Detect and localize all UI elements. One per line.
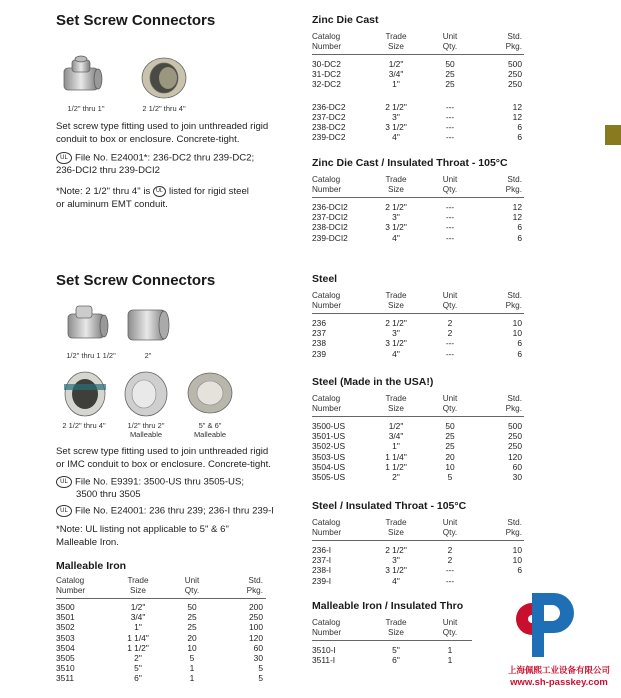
table-cell: 10 [187,642,197,653]
table-cell: 237-I [312,555,332,566]
table-cell: 6" [392,655,400,666]
table-cell: 3" [392,212,400,223]
column-header: Trade Size [385,291,407,310]
table-title: Zinc Die Cast [312,14,379,26]
table-cell: 237-DC2 [312,111,346,122]
table-cell: 3510-I [312,645,336,655]
table-cell: 500 [508,421,522,431]
table-cell: 12 [512,101,522,112]
table-cell: 10 [445,461,455,472]
table-cell: 500 [508,59,522,69]
steel-table [312,291,524,366]
table-cell: 3503-US [312,451,346,462]
table-cell: 3500 [56,602,75,612]
column-header: Std. Pkg. [505,518,522,537]
divider [312,540,524,541]
table-cell: 50 [445,59,455,69]
table-cell: 5 [189,653,195,663]
table-cell: 6 [517,338,522,349]
table-cell: 3 1/2" [385,565,407,576]
table-cell: 3" [392,111,400,122]
table-cell: --- [445,565,455,576]
caption: 5" & 6" Malleable [193,421,227,439]
table-cell: 1 [447,655,453,666]
table-cell: 239-I [312,575,332,586]
divider [312,54,524,55]
table-cell: --- [445,212,455,223]
table-cell: 3502-US [312,441,346,452]
table-cell: 120 [508,451,522,462]
table-cell: 2 [447,318,453,328]
table-cell: 238-DCI2 [312,222,348,233]
column-header: Catalog Number [56,576,86,595]
description: Set screw type fitting used to join unthreaded rigid conduit to box or enclosure. Concrete-tight. [56,121,269,145]
table-cell: 3 1/2" [385,222,407,233]
table-cell: 3/4" [388,69,404,80]
caption: 2 1/2" thru 4" [142,104,186,113]
steel-insulated-table [312,518,524,593]
table-cell: 25 [445,441,455,452]
table-cell: 3/4" [130,612,146,623]
table-cell: 237-DCI2 [312,212,348,223]
table-cell: 238-I [312,565,332,576]
table-cell: 1 1/4" [127,632,149,643]
table-cell: --- [445,575,455,586]
divider [312,416,524,417]
table-cell: 2" [392,472,400,482]
table-cell: 1 [189,673,195,684]
table-cell: --- [445,222,455,233]
table-cell: 2 1/2" [385,202,407,212]
table-cell: 1 1/2" [127,642,149,653]
company-url: www.sh-passkey.com [510,677,608,688]
table-cell: 10 [512,318,522,328]
column-header: Std. Pkg. [505,394,522,413]
table-cell: 250 [508,69,522,80]
table-cell: 3" [392,328,400,339]
connector-image-steel-small [62,298,112,348]
file-info: UL File No. E9391: 3500-US thru 3505-US; 3500 thru 3505 [56,476,311,502]
table-cell: 236-DCI2 [312,202,348,212]
table-cell: 238-DC2 [312,122,346,132]
table-cell: 6 [517,122,522,132]
connector-image-large [138,54,190,100]
column-header: Catalog Number [312,518,342,537]
table-cell: 60 [253,642,263,653]
table-cell: 31-DC2 [312,69,341,80]
table-cell: 12 [512,212,522,223]
section-tab-marker [605,125,621,145]
table-cell: 1 1/2" [385,461,407,472]
column-header: Unit Qty. [442,394,458,413]
column-header: Unit Qty. [184,576,200,595]
caption: 2" [144,351,152,360]
section-title-set-screw-1: Set Screw Connectors [56,12,216,29]
table-cell: 239-DCI2 [312,232,348,243]
note: *Note: UL listing not applicable to 5" & 6" Malleable Iron. [56,524,229,548]
ul-listed-icon: UL [153,186,166,197]
table-cell: 237 [312,328,326,339]
file-info: UL File No. E24001*: 236-DC2 thru 239-DC2; 236-DCI2 thru 239-DCI2 [56,152,255,177]
table-cell: 236-DC2 [312,101,346,112]
column-header: Trade Size [385,394,407,413]
column-header: Unit Qty. [442,32,458,51]
connector-image-steel-large [62,368,108,418]
table-cell: 5 [258,673,263,684]
table-cell: 5" [134,663,142,674]
table-cell: 50 [445,421,455,431]
table-cell: 5" [392,645,400,655]
table-cell: 1" [392,441,400,452]
table-cell: 2 1/2" [385,318,407,328]
divider [56,598,266,599]
table-cell: 10 [512,545,522,555]
column-header: Std. Pkg. [505,175,522,194]
table-cell: 2 [447,555,453,566]
table-cell: 1" [392,79,400,90]
table-cell: 236 [312,318,326,328]
table-cell: 3500-US [312,421,346,431]
table-cell: 236-I [312,545,332,555]
table-cell: 6 [517,232,522,243]
table-cell: 239-DC2 [312,132,346,143]
caption: 1/2" thru 1 1/2" [66,351,116,360]
divider [312,313,524,314]
column-header: Std. Pkg. [505,291,522,310]
table-cell: --- [445,338,455,349]
table-cell: 1 [447,645,453,655]
table-cell: 3 1/2" [385,338,407,349]
table-cell: 250 [508,79,522,90]
column-header: Unit Qty. [442,518,458,537]
table-cell: 1/2" [388,421,404,431]
caption: 1/2" thru 1" [67,104,105,113]
table-cell: 5 [258,663,263,674]
connector-image-steel-2in [124,300,172,346]
connector-image-malleable-large [186,370,234,416]
column-header: Catalog Number [312,175,342,194]
column-header: Catalog Number [312,394,342,413]
table-cell: 10 [512,328,522,339]
zinc-insulated-table [312,175,524,250]
table-cell: 1/2" [388,59,404,69]
table-cell: --- [445,202,455,212]
table-cell: 3/4" [388,431,404,442]
company-logo [508,585,588,665]
table-cell: 3" [392,555,400,566]
table-cell: 120 [249,632,263,643]
column-header: Trade Size [385,518,407,537]
table-cell: 239 [312,348,326,359]
column-header: Trade Size [385,618,407,637]
column-header: Catalog Number [312,32,342,51]
table-cell: 3502 [56,622,75,633]
column-header: Trade Size [385,175,407,194]
table-cell: 6" [134,673,142,684]
table-cell: 1 1/4" [385,451,407,462]
table-cell: 25 [445,69,455,80]
caption: 2 1/2" thru 4" [62,421,106,430]
table-cell: 10 [512,555,522,566]
table-cell: 3510 [56,663,75,674]
table-cell: 25 [187,622,197,633]
table-cell: 2 1/2" [385,101,407,112]
table-cell: 12 [512,202,522,212]
table-cell: 6 [517,222,522,233]
table-cell: 3501 [56,612,75,623]
table-cell: 200 [249,602,263,612]
table-cell: 4" [392,575,400,586]
table-cell: --- [445,132,455,143]
table-cell: 3511-I [312,655,336,666]
table-cell: 3504 [56,642,75,653]
column-header: Unit Qty. [442,175,458,194]
table-cell: 4" [392,348,400,359]
table-cell: 4" [392,132,400,143]
note: *Note: 2 1/2" thru 4" is UL listed for rigid steel or aluminum EMT conduit. [56,186,249,210]
table-cell: 50 [187,602,197,612]
table-cell: --- [445,111,455,122]
table-title: Zinc Die Cast / Insulated Throat - 105°C [312,157,508,169]
table-cell: 32-DC2 [312,79,341,90]
table-cell: 5 [447,472,453,482]
column-header: Catalog Number [312,291,342,310]
company-name: 上海佩熙工业设备有限公司 [507,665,610,675]
table-cell: 3 1/2" [385,122,407,132]
table-cell: 2 [447,545,453,555]
table-cell: 6 [517,132,522,143]
table-cell: 2 1/2" [385,545,407,555]
section-title-set-screw-2: Set Screw Connectors [56,272,216,289]
table-cell: 3501-US [312,431,346,442]
table-cell: 25 [445,79,455,90]
table-cell: 6 [517,565,522,576]
connector-image-small [58,50,108,100]
table-cell: 238 [312,338,326,349]
table-cell: 30 [512,472,522,482]
table-title: Malleable Iron [56,560,127,572]
table-cell: --- [445,122,455,132]
column-header: Unit Qty. [442,291,458,310]
file-info: UL File No. E24001: 236 thru 239; 236-I thru 239-I [56,505,306,518]
table-cell: 1" [134,622,142,633]
table-cell: 100 [249,622,263,633]
table-cell: --- [445,232,455,243]
table-cell: 12 [512,111,522,122]
divider [312,197,524,198]
table-title: Malleable Iron / Insulated Thro [312,600,464,612]
malleable-iron-table [56,576,266,691]
table-cell: 1/2" [130,602,146,612]
divider [312,640,472,641]
table-cell: 3504-US [312,461,346,472]
table-cell: 6 [517,348,522,359]
table-cell: 2" [134,653,142,663]
column-header: Catalog Number [312,618,342,637]
caption: 1/2" thru 2" Malleable [127,421,165,439]
table-cell: 4" [392,232,400,243]
table-cell: --- [445,101,455,112]
table-cell: 30-DC2 [312,59,341,69]
malleable-insulated-table [312,618,472,668]
table-cell: 30 [253,653,263,663]
column-header: Std. Pkg. [505,32,522,51]
table-title: Steel [312,273,338,285]
table-cell: 20 [445,451,455,462]
table-cell: 25 [445,431,455,442]
table-cell: 3505-US [312,472,346,482]
table-cell: 1 [189,663,195,674]
ul-listed-icon: UL [56,505,72,517]
table-cell: 20 [187,632,197,643]
connector-image-malleable [122,368,170,418]
ul-listed-icon: UL [56,152,72,164]
table-title: Steel (Made in the USA!) [312,376,434,388]
description: Set screw type fitting used to join unthreaded rigid or IMC conduit to box or enclosure. Concrete-tight. [56,446,271,470]
column-header: Unit Qty. [442,618,458,637]
table-cell: 3503 [56,632,75,643]
column-header: Trade Size [385,32,407,51]
table-cell: 60 [512,461,522,472]
zinc-die-cast-table [312,32,524,150]
table-cell: 25 [187,612,197,623]
table-cell: 3511 [56,673,75,684]
column-header: Trade Size [127,576,149,595]
table-cell: 3505 [56,653,75,663]
steel-usa-table [312,394,524,489]
ul-listed-icon: UL [56,476,72,488]
table-title: Steel / Insulated Throat - 105°C [312,500,467,512]
table-cell: --- [445,348,455,359]
table-cell: 2 [447,328,453,339]
table-cell: 250 [249,612,263,623]
column-header: Std. Pkg. [246,576,263,595]
table-cell: 250 [508,431,522,442]
table-cell: 250 [508,441,522,452]
